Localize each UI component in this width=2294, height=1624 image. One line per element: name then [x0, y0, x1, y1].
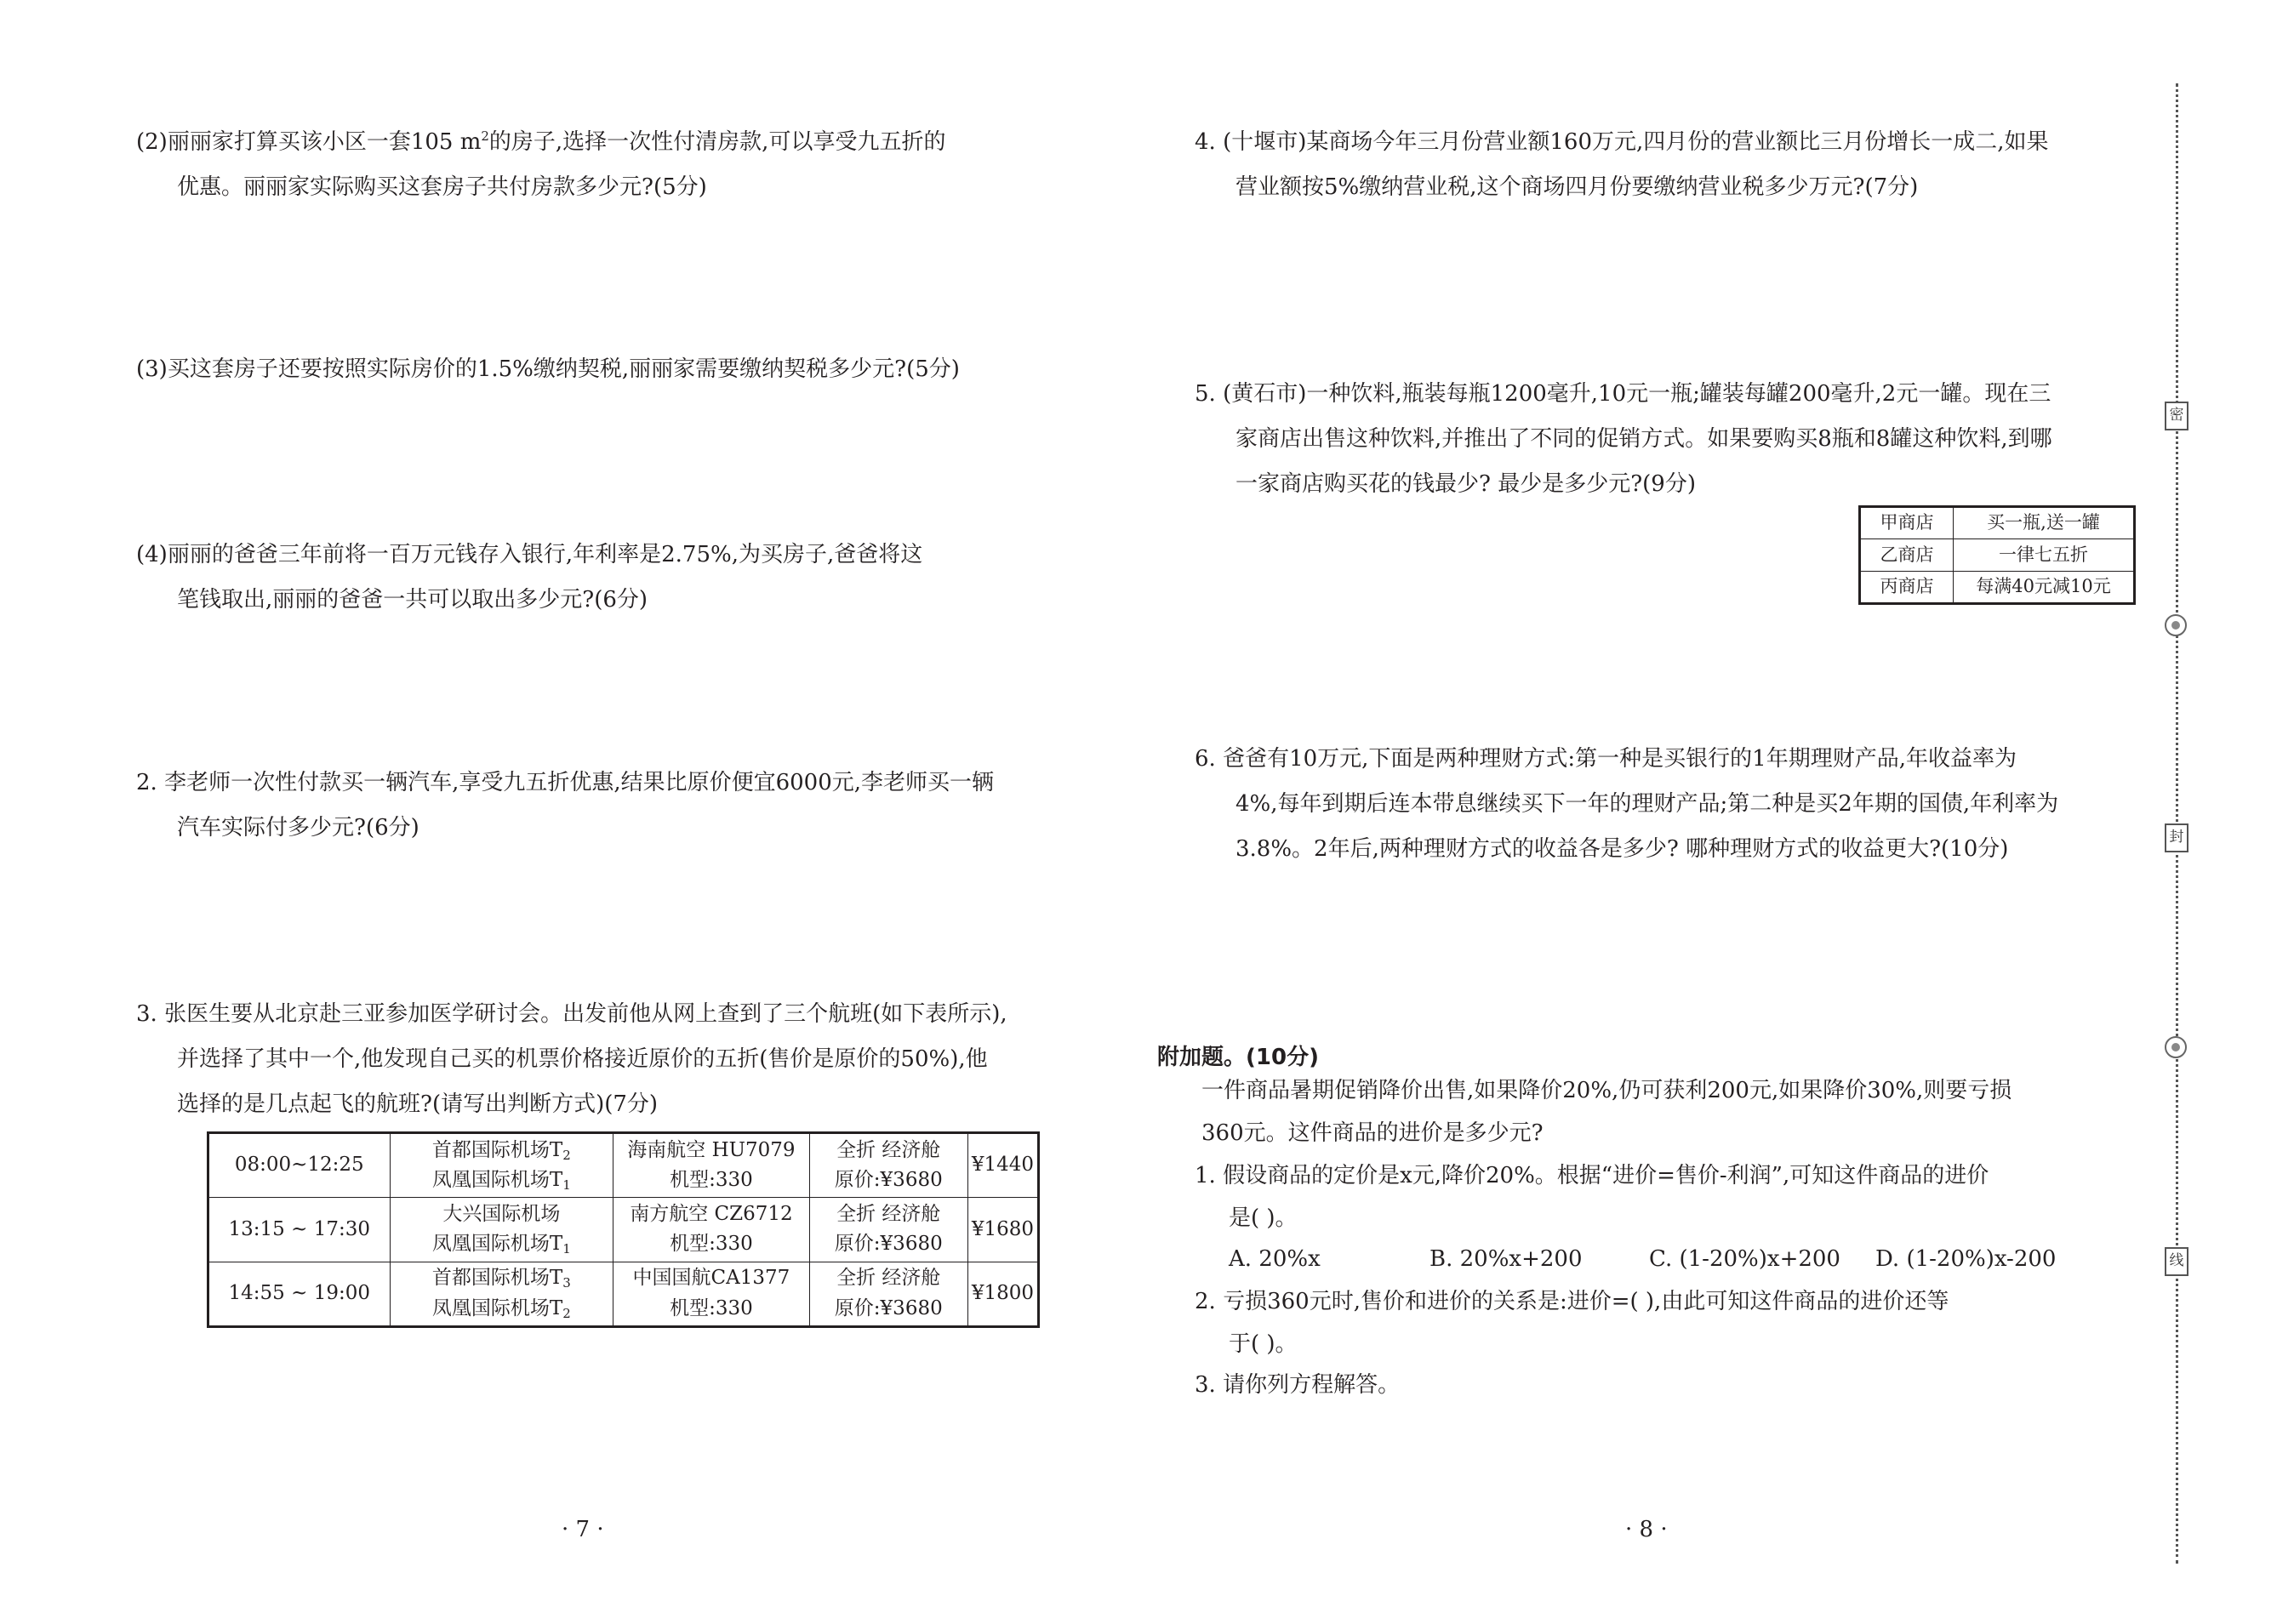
bonus-question-1-line1: 1. 假设商品的定价是x元,降价20%。根据“进价=售价-利润”,可知这件商品的进价 [1195, 1163, 1989, 1188]
table-row [208, 1262, 1039, 1326]
airports: 大兴国际机场 凤凰国际机场$T_1$ [390, 1198, 613, 1262]
page-number-right: · 8 · [1625, 1517, 1668, 1542]
fare-info: 全折 经济舱 原价:¥3680 [809, 1198, 967, 1262]
ticket-price: ¥1680 [967, 1198, 1038, 1262]
question-4-line2: 笔钱取出,丽丽的爸爸一共可以取出多少元?(6分) [177, 587, 648, 613]
bonus-question-1-line2: 是( )。 [1229, 1205, 1298, 1231]
departure-time: 08:00~12:25 [208, 1133, 391, 1198]
question-2-line2: 优惠。丽丽家实际购买这套房子共付房款多少元?(5分) [177, 174, 707, 200]
problem-5-line2: 家商店出售这种饮料,并推出了不同的促销方式。如果要购买8瓶和8罐这种饮料,到哪 [1235, 426, 2052, 452]
flight-info: 中国国航CA1377 机型:330 [613, 1262, 810, 1326]
binding-hole-icon [2165, 1036, 2187, 1058]
departure-time: 13:15 ~ 17:30 [208, 1198, 391, 1262]
bonus-question-2-line1: 2. 亏损360元时,售价和进价的关系是:进价=( ),由此可知这件商品的进价还等 [1195, 1289, 1949, 1314]
flight-info: 南方航空 CZ6712 机型:330 [613, 1198, 810, 1262]
store-offer: 每满40元减10元 [1954, 571, 2135, 603]
departure-time: 14:55 ~ 19:00 [208, 1262, 391, 1326]
problem-4-line1: 4. (十堰市)某商场今年三月份营业额160万元,四月份的营业额比三月份增长一成二,如果 [1195, 129, 2049, 155]
question-4-line1: (4)丽丽的爸爸三年前将一百万元钱存入银行,年利率是2.75%,为买房子,爸爸将这 [136, 542, 923, 567]
table-row [208, 1198, 1039, 1262]
page-number-left: · 7 · [562, 1517, 604, 1542]
question-2-line1: (2)丽丽家打算买该小区一套105 $m^2$的房子,选择一次性付清房款,可以享受九五折的 [136, 128, 946, 155]
bonus-section-title: 附加题。(10分) [1157, 1045, 1319, 1070]
problem-3-line1: 3. 张医生要从北京赴三亚参加医学研讨会。出发前他从网上查到了三个航班(如下表所示), [136, 1001, 1007, 1027]
store-name: 丙商店 [1860, 571, 1954, 603]
table-row [1860, 571, 2135, 603]
store-promotion-table [1858, 505, 2136, 605]
problem-6-line1: 6. 爸爸有10万元,下面是两种理财方式:第一种是买银行的1年期理财产品,年收益率为 [1195, 746, 2017, 772]
option-d: D. (1-20%)x-200 [1875, 1246, 2057, 1272]
table-row [208, 1133, 1039, 1198]
option-a: A. 20%x [1229, 1246, 1321, 1272]
table-row [1860, 507, 2135, 539]
problem-2-line1: 2. 李老师一次性付款买一辆汽车,享受九五折优惠,结果比原价便宜6000元,李老师买一辆 [136, 770, 995, 795]
binding-hole-icon [2165, 614, 2187, 636]
problem-6-line3: 3.8%。2年后,两种理财方式的收益各是多少? 哪种理财方式的收益更大?(10分) [1235, 836, 2009, 862]
seal-mark-top: 密 [2165, 402, 2188, 430]
table-row [1860, 539, 2135, 571]
problem-5-line3: 一家商店购买花的钱最少? 最少是多少元?(9分) [1235, 471, 1696, 497]
bonus-question-2-line2: 于( )。 [1229, 1331, 1298, 1357]
seal-mark-middle: 封 [2165, 823, 2188, 852]
airports: 首都国际机场$T_2$ 凤凰国际机场$T_1$ [390, 1133, 613, 1198]
problem-5-line1: 5. (黄石市)一种饮料,瓶装每瓶1200毫升,10元一瓶;罐装每罐200毫升,2元一罐。现在三 [1195, 381, 2051, 407]
bonus-intro-line2: 360元。这件商品的进价是多少元? [1201, 1120, 1544, 1146]
problem-3-line3: 选择的是几点起飞的航班?(请写出判断方式)(7分) [177, 1091, 659, 1117]
problem-2-line2: 汽车实际付多少元?(6分) [177, 815, 419, 840]
airports: 首都国际机场$T_3$ 凤凰国际机场$T_2$ [390, 1262, 613, 1326]
store-name: 甲商店 [1860, 507, 1954, 539]
store-name: 乙商店 [1860, 539, 1954, 571]
flight-table [207, 1131, 1040, 1328]
flight-info: 海南航空 HU7079 机型:330 [613, 1133, 810, 1198]
question-3: (3)买这套房子还要按照实际房价的1.5%缴纳契税,丽丽家需要缴纳契税多少元?(5分) [136, 356, 960, 382]
seal-mark-bottom: 线 [2165, 1247, 2188, 1276]
ticket-price: ¥1800 [967, 1262, 1038, 1326]
problem-6-line2: 4%,每年到期后连本带息继续买下一年的理财产品;第二种是买2年期的国债,年利率为 [1235, 791, 2059, 817]
ticket-price: ¥1440 [967, 1133, 1038, 1198]
fare-info: 全折 经济舱 原价:¥3680 [809, 1262, 967, 1326]
store-offer: 一律七五折 [1954, 539, 2135, 571]
bonus-question-3: 3. 请你列方程解答。 [1195, 1372, 1401, 1398]
store-offer: 买一瓶,送一罐 [1954, 507, 2135, 539]
problem-3-line2: 并选择了其中一个,他发现自己买的机票价格接近原价的五折(售价是原价的50%),他 [177, 1046, 988, 1072]
option-b: B. 20%x+200 [1429, 1246, 1583, 1272]
bonus-intro-line1: 一件商品暑期促销降价出售,如果降价20%,仍可获利200元,如果降价30%,则要亏损 [1201, 1078, 2012, 1103]
option-c: C. (1-20%)x+200 [1649, 1246, 1840, 1272]
fare-info: 全折 经济舱 原价:¥3680 [809, 1133, 967, 1198]
problem-4-line2: 营业额按5%缴纳营业税,这个商场四月份要缴纳营业税多少万元?(7分) [1235, 174, 1919, 200]
